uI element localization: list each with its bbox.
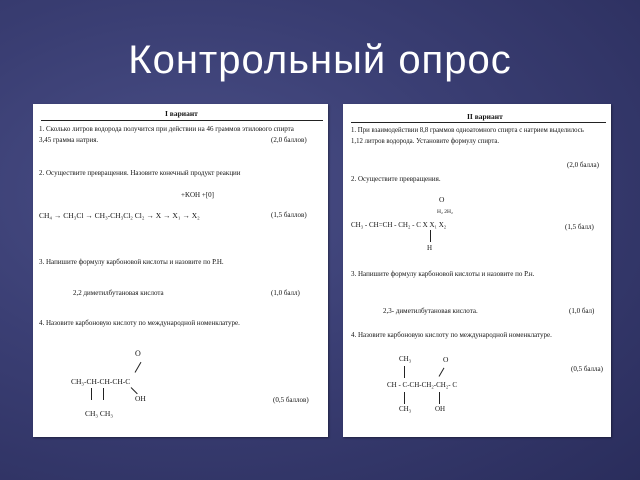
v2-q4-main-chain: CH - C-CH-CH₂-CH₂- C — [387, 381, 458, 389]
v1-question-2-points: (1,5 баллов) — [271, 211, 307, 219]
v2-q2-conditions: H₂ 2H₂ — [437, 209, 453, 215]
v1-q4-oxygen: O — [135, 349, 141, 358]
v2-question-2-points: (1,5 балл) — [565, 223, 594, 231]
v2-q2-hydrogen: H — [427, 244, 433, 252]
v1-q4-substituents: CH₃ CH₃ — [85, 409, 113, 418]
v2-q4-methyl-top: CH₃ — [399, 355, 412, 363]
variant-1-panel — [33, 104, 328, 437]
variant-2-heading: II вариант — [467, 112, 503, 121]
v1-question-2-chain: CH₄ → CH₃Cl → CH₃-CH₃Cl₂ Cl₂ → X → X₁ → X₂ — [39, 211, 200, 220]
variant-2-panel — [343, 104, 611, 437]
v2-q2-chain: CH₃ - CH=CH - CH₂ - C X X₁ X₂ — [351, 221, 447, 229]
v2-question-3-acid-name: 2,3- диметилбутановая кислота. — [383, 307, 478, 315]
v2-q4-oxygen: O — [443, 355, 449, 364]
v2-question-4: 4. Назовите карбоновую кислоту по международной номенклатуре. — [351, 331, 552, 339]
v1-question-2-conditions: +KOH +[0] — [181, 191, 214, 199]
v1-q4-hydroxyl: OH — [135, 394, 146, 403]
variant-1-heading: I вариант — [165, 109, 198, 118]
v2-question-1-cont: 1,12 литров водорода. Установите формулу спирта. — [351, 138, 500, 145]
v2-question-4-points: (0,5 балла) — [571, 365, 603, 373]
v1-question-1-points: (2,0 баллов) — [271, 136, 307, 144]
v1-question-3: 3. Напишите формулу карбоновой кислоты и назовите по Р.Н. — [39, 258, 224, 266]
v1-question-3-acid-name: 2,2 диметилбутановая кислота — [73, 289, 164, 297]
v2-question-3-points: (1,0 бал) — [569, 307, 595, 315]
v2-question-2: 2. Осуществите превращения. — [351, 175, 441, 183]
v1-question-2: 2. Осуществите превращения. Назовите конечный продукт реакции — [39, 169, 241, 177]
v2-question-3: 3. Напишите формулу карбоновой кислоты и назовите по Р.н. — [351, 270, 535, 278]
slide-title: Контрольный опрос — [128, 38, 512, 82]
v1-question-1-cont: 3,45 грамма натрия. — [39, 136, 99, 144]
v1-question-1: 1. Сколько литров водорода получится при действии на 46 граммов этилового спирта — [39, 125, 294, 133]
v2-q2-oxygen: O — [439, 195, 445, 204]
v2-question-1-points: (2,0 балла) — [567, 161, 599, 169]
v2-q4-methyl-bottom: CH₃ — [399, 405, 412, 413]
v2-question-1: 1. При взаимодействии 8,8 граммов одноатомного спирта с натрием выделилось — [351, 127, 584, 134]
v2-q4-hydroxyl: OH — [435, 405, 446, 413]
v1-question-4-points: (0,5 баллов) — [273, 396, 309, 404]
v1-question-4: 4. Назовите карбоновую кислоту по международной номенклатуре. — [39, 319, 240, 327]
v1-q4-main-chain: CH₃-CH-CH-CH-C — [71, 377, 131, 386]
v1-question-3-points: (1,0 балл) — [271, 289, 300, 297]
